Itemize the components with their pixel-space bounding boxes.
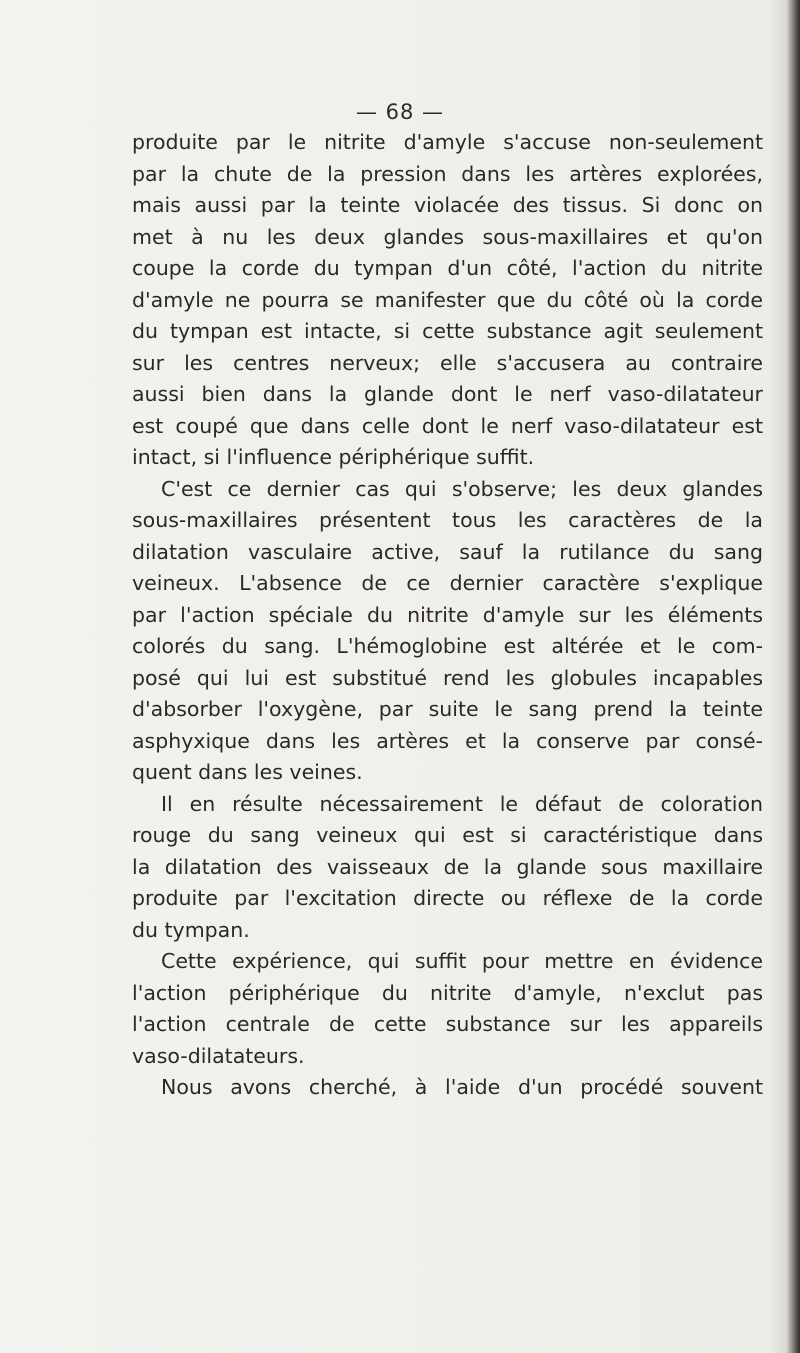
text-line: produite par le nitrite d'amyle s'accuse non-seulement [132, 130, 763, 154]
text-line: d'amyle ne pourra se manifester que du côté où la corde [132, 287, 763, 312]
text-line: est coupé que dans celle dont le nerf vaso-dilatateur est [132, 413, 763, 438]
text-line: aussi bien dans la glande dont le nerf vaso-dilatateur [132, 382, 763, 406]
text-line: colorés du sang. L'hémoglobine est altérée et le com- [132, 634, 763, 658]
text-line: Nous avons cherché, à l'aide d'un procédé souvent [161, 1075, 763, 1099]
text-line: l'action centrale de cette substance sur les appareils [132, 1012, 763, 1036]
body-text [132, 127, 763, 1104]
text-line: par la chute de la pression dans les artères explorées, [132, 161, 763, 186]
text-line: sous-maxillaires présentent tous les caractères de la [132, 508, 763, 532]
text-line: Cette expérience, qui suffit pour mettre en évidence [161, 949, 763, 973]
text-line: quent dans les veines. [132, 760, 363, 784]
text-line: l'action périphérique du nitrite d'amyle, n'exclut pas [132, 980, 763, 1005]
text-line: coupe la corde du tympan d'un côté, l'action du nitrite [132, 256, 763, 280]
text-line: du tympan est intacte, si cette substance agit seulement [132, 319, 763, 343]
text-line: veineux. L'absence de ce dernier caractère s'explique [132, 571, 763, 595]
text-line: produite par l'excitation directe ou réflexe de la corde [132, 886, 763, 910]
text-line: vaso-dilatateurs. [132, 1043, 305, 1068]
text-line: Il en résulte nécessairement le défaut de coloration [161, 791, 763, 816]
text-line: intact, si l'influence périphérique suffit. [132, 445, 535, 469]
text-line: du tympan. [132, 917, 250, 942]
text-line: d'absorber l'oxygène, par suite le sang prend la teinte [132, 697, 763, 721]
text-line: C'est ce dernier cas qui s'observe; les deux glandes [161, 476, 763, 501]
text-line: par l'action spéciale du nitrite d'amyle sur les éléments [132, 602, 763, 627]
text-line: met à nu les deux glandes sous-maxillaires et qu'on [132, 224, 763, 249]
text-line: mais aussi par la teinte violacée des tissus. Si donc on [132, 193, 763, 217]
text-line: rouge du sang veineux qui est si caractéristique dans [132, 823, 763, 847]
text-line: posé qui lui est substitué rend les globules incapables [132, 665, 763, 690]
text-line: sur les centres nerveux; elle s'accusera au contraire [132, 350, 763, 375]
text-line: la dilatation des vaisseaux de la glande sous maxillaire [132, 854, 763, 879]
page-binding-shadow [786, 0, 800, 1353]
page-number: — 68 — [355, 100, 445, 124]
text-line: dilatation vasculaire active, sauf la rutilance du sang [132, 539, 763, 564]
text-line: asphyxique dans les artères et la conserve par consé- [132, 728, 763, 753]
